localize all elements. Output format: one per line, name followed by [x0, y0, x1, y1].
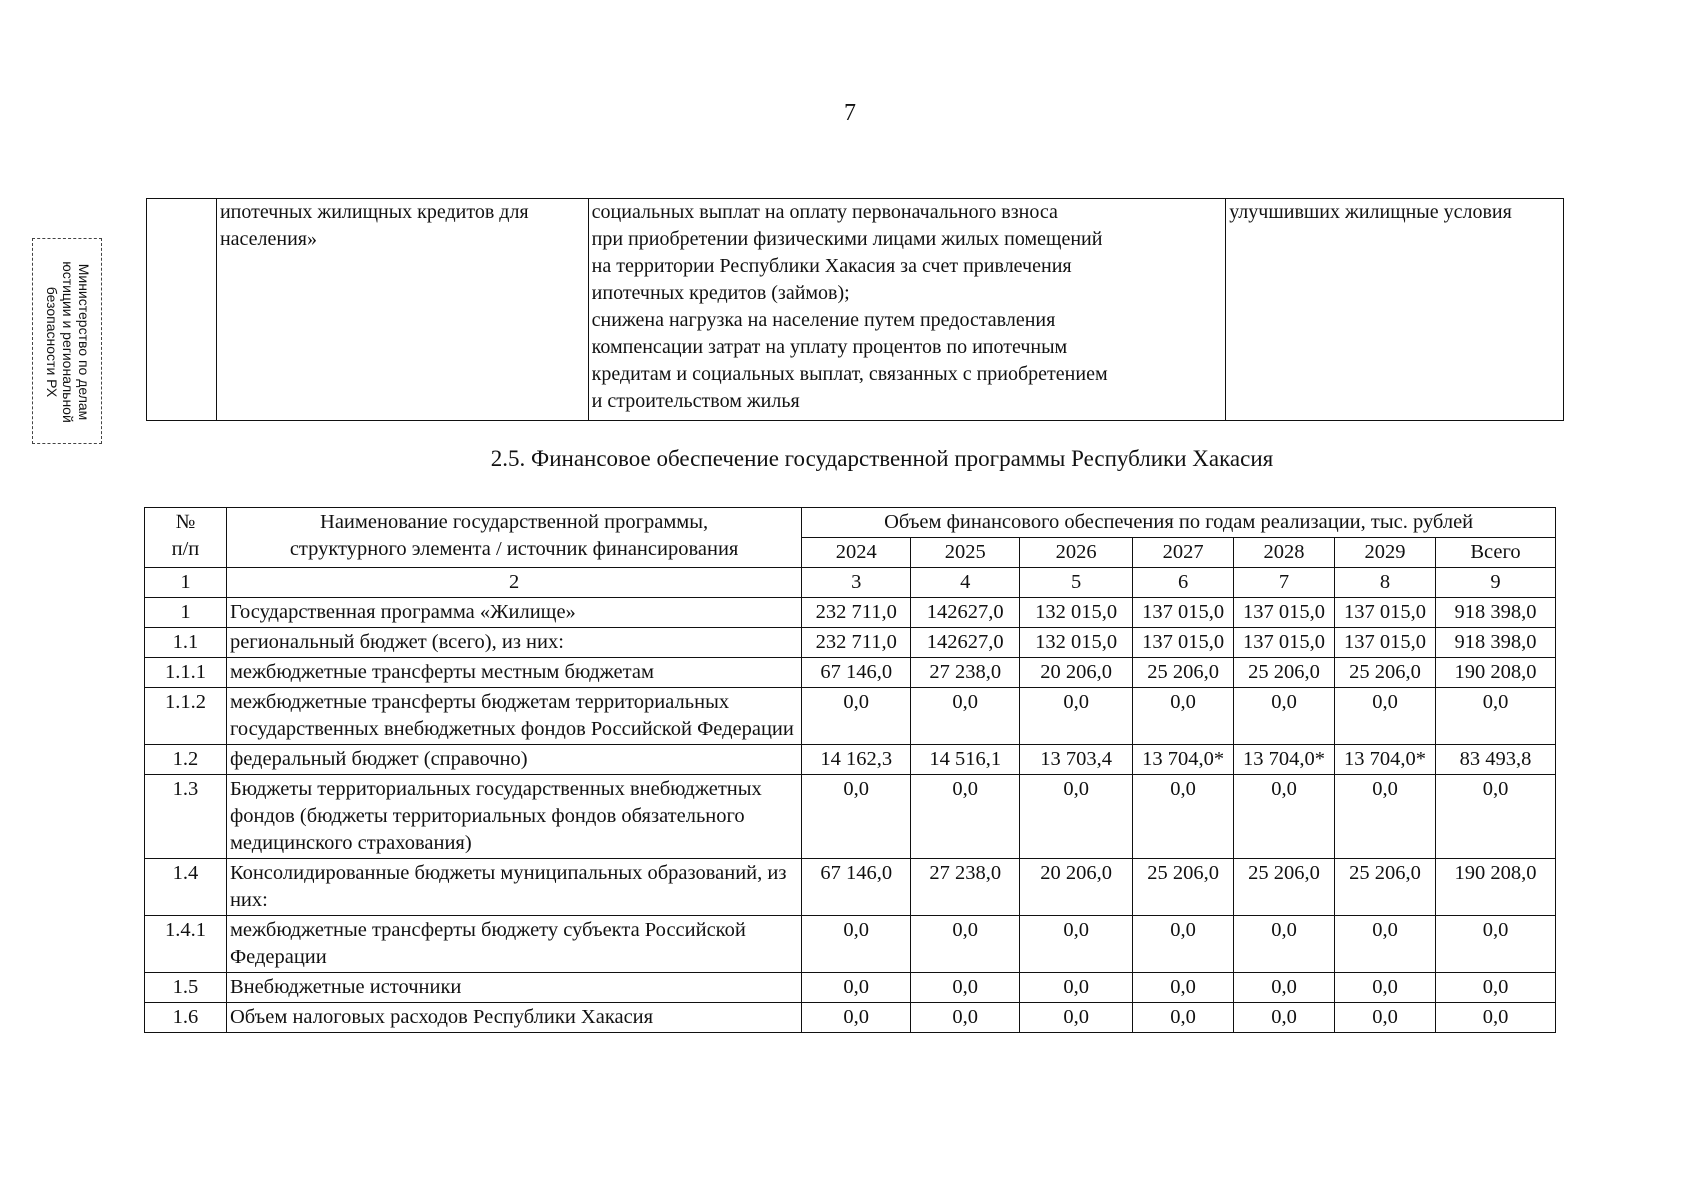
- header-name-line: Наименование государственной программы,: [320, 511, 709, 533]
- row-year-value: 0,0: [1133, 916, 1234, 973]
- table-row: [145, 1003, 1556, 1033]
- row-name: Консолидированные бюджеты муниципальных образований, из них:: [226, 859, 801, 916]
- row-year-value: 13 704,0*: [1234, 745, 1335, 775]
- row-total-value: 190 208,0: [1436, 658, 1556, 688]
- row-year-value: 137 015,0: [1133, 628, 1234, 658]
- row-year-value: 14 162,3: [802, 745, 911, 775]
- row-year-value: 137 015,0: [1335, 598, 1436, 628]
- continuation-cell-name: [216, 199, 588, 421]
- row-year-value: 0,0: [1335, 973, 1436, 1003]
- column-index: 5: [1020, 568, 1133, 598]
- row-year-value: 137 015,0: [1234, 598, 1335, 628]
- text-line: компенсации затрат на уплату процентов по ипотечным: [591, 336, 1068, 358]
- header-year: 2025: [911, 538, 1020, 568]
- row-year-value: 14 516,1: [911, 745, 1020, 775]
- row-year-value: 0,0: [802, 688, 911, 745]
- row-year-value: 0,0: [1020, 688, 1133, 745]
- continuation-row: [147, 199, 1564, 421]
- row-year-value: 0,0: [802, 775, 911, 859]
- row-number: 1.1.2: [145, 688, 227, 745]
- row-name: Бюджеты территориальных государственных внебюджетных фондов (бюджеты территориальных фондов обязательного медицинского страхования): [226, 775, 801, 859]
- column-index: 6: [1133, 568, 1234, 598]
- column-index: 8: [1335, 568, 1436, 598]
- header-total: Всего: [1436, 538, 1556, 568]
- table-row: [145, 973, 1556, 1003]
- row-year-value: 0,0: [1133, 688, 1234, 745]
- row-number: 1.1: [145, 628, 227, 658]
- row-year-value: 25 206,0: [1335, 859, 1436, 916]
- header-year: 2024: [802, 538, 911, 568]
- row-year-value: 0,0: [1020, 1003, 1133, 1033]
- header-number: [145, 508, 227, 568]
- row-name: федеральный бюджет (справочно): [226, 745, 801, 775]
- text-line: социальных выплат на оплату первоначального взноса: [591, 201, 1058, 223]
- text-line: населения»: [219, 228, 317, 250]
- row-name: межбюджетные трансферты местным бюджетам: [226, 658, 801, 688]
- row-year-value: 0,0: [911, 1003, 1020, 1033]
- row-year-value: 27 238,0: [911, 658, 1020, 688]
- row-year-value: 0,0: [802, 916, 911, 973]
- column-index: 9: [1436, 568, 1556, 598]
- row-year-value: 25 206,0: [1234, 859, 1335, 916]
- page-number: 7: [844, 100, 856, 126]
- text-line: ипотечных жилищных кредитов для: [219, 201, 529, 223]
- row-year-value: 132 015,0: [1020, 598, 1133, 628]
- row-year-value: 67 146,0: [802, 859, 911, 916]
- row-year-value: 0,0: [1234, 1003, 1335, 1033]
- row-name: Государственная программа «Жилище»: [226, 598, 801, 628]
- row-year-value: 25 206,0: [1335, 658, 1436, 688]
- row-year-value: 0,0: [1133, 775, 1234, 859]
- row-number: 1.2: [145, 745, 227, 775]
- text-line: кредитам и социальных выплат, связанных с приобретением: [591, 363, 1108, 385]
- header-name: [226, 508, 801, 568]
- row-name: региональный бюджет (всего), из них:: [226, 628, 801, 658]
- row-year-value: 0,0: [1133, 1003, 1234, 1033]
- table-row: [145, 745, 1556, 775]
- row-year-value: 142627,0: [911, 628, 1020, 658]
- table-row: [145, 916, 1556, 973]
- table-row: [145, 775, 1556, 859]
- text-line: на территории Республики Хакасия за счет привлечения: [591, 255, 1072, 277]
- row-year-value: 0,0: [802, 1003, 911, 1033]
- row-year-value: 13 704,0*: [1133, 745, 1234, 775]
- row-number: 1.6: [145, 1003, 227, 1033]
- text-line: при приобретении физическими лицами жилых помещений: [591, 228, 1103, 250]
- header-number-line: №: [175, 511, 196, 533]
- stamp-line: Министерство по делам: [76, 263, 92, 421]
- row-total-value: 918 398,0: [1436, 628, 1556, 658]
- header-year: 2026: [1020, 538, 1133, 568]
- text-line: и строительством жилья: [591, 390, 800, 412]
- row-name: межбюджетные трансферты бюджетам территориальных государственных внебюджетных фондов Российской Федерации: [226, 688, 801, 745]
- row-year-value: 0,0: [911, 775, 1020, 859]
- row-year-value: 137 015,0: [1133, 598, 1234, 628]
- row-year-value: 0,0: [911, 973, 1020, 1003]
- row-total-value: 0,0: [1436, 688, 1556, 745]
- row-year-value: 13 704,0*: [1335, 745, 1436, 775]
- financing-table: [144, 507, 1556, 1033]
- column-index: 2: [226, 568, 801, 598]
- table-row: [145, 658, 1556, 688]
- row-name: Внебюджетные источники: [226, 973, 801, 1003]
- column-index: 1: [145, 568, 227, 598]
- header-volume: Объем финансового обеспечения по годам реализации, тыс. рублей: [802, 508, 1556, 538]
- text-line: снижена нагрузка на население путем предоставления: [591, 309, 1056, 331]
- continuation-cell-number: [147, 199, 217, 421]
- continuation-cell-indicator: улучшивших жилищные условия: [1226, 199, 1564, 421]
- row-year-value: 20 206,0: [1020, 658, 1133, 688]
- row-year-value: 0,0: [911, 688, 1020, 745]
- row-year-value: 132 015,0: [1020, 628, 1133, 658]
- row-total-value: 0,0: [1436, 1003, 1556, 1033]
- row-year-value: 0,0: [911, 916, 1020, 973]
- column-index: 7: [1234, 568, 1335, 598]
- row-year-value: 0,0: [1133, 973, 1234, 1003]
- row-year-value: 137 015,0: [1234, 628, 1335, 658]
- row-year-value: 137 015,0: [1335, 628, 1436, 658]
- row-year-value: 0,0: [1020, 973, 1133, 1003]
- row-year-value: 0,0: [1335, 916, 1436, 973]
- row-year-value: 0,0: [1234, 973, 1335, 1003]
- stamp-line: юстиции и региональной: [60, 261, 76, 423]
- row-year-value: 0,0: [1335, 1003, 1436, 1033]
- table-row: [145, 688, 1556, 745]
- continuation-cell-results: [588, 199, 1226, 421]
- row-year-value: 25 206,0: [1133, 859, 1234, 916]
- table-row: [145, 628, 1556, 658]
- row-number: 1.4.1: [145, 916, 227, 973]
- row-number: 1: [145, 598, 227, 628]
- text-line: ипотечных кредитов (займов);: [591, 282, 850, 304]
- stamp-line: безопасности РХ: [44, 286, 60, 398]
- row-number: 1.3: [145, 775, 227, 859]
- header-row: [145, 508, 1556, 538]
- row-name: межбюджетные трансферты бюджету субъекта Российской Федерации: [226, 916, 801, 973]
- column-index: 4: [911, 568, 1020, 598]
- row-year-value: 232 711,0: [802, 628, 911, 658]
- section-title: 2.5. Финансовое обеспечение государственной программы Республики Хакасия: [490, 446, 1274, 471]
- row-year-value: 20 206,0: [1020, 859, 1133, 916]
- row-year-value: 0,0: [802, 973, 911, 1003]
- row-total-value: 0,0: [1436, 973, 1556, 1003]
- stamp-text: [33, 239, 103, 445]
- row-year-value: 142627,0: [911, 598, 1020, 628]
- row-year-value: 0,0: [1020, 775, 1133, 859]
- column-index-row: [145, 568, 1556, 598]
- row-year-value: 25 206,0: [1133, 658, 1234, 688]
- row-year-value: 27 238,0: [911, 859, 1020, 916]
- row-year-value: 0,0: [1020, 916, 1133, 973]
- continuation-table: [146, 198, 1564, 421]
- row-year-value: 0,0: [1335, 688, 1436, 745]
- header-number-line: п/п: [171, 538, 200, 560]
- row-total-value: 83 493,8: [1436, 745, 1556, 775]
- row-total-value: 918 398,0: [1436, 598, 1556, 628]
- header-year: 2029: [1335, 538, 1436, 568]
- row-number: 1.5: [145, 973, 227, 1003]
- row-name: Объем налоговых расходов Республики Хакасия: [226, 1003, 801, 1033]
- header-year: 2028: [1234, 538, 1335, 568]
- table-row: [145, 859, 1556, 916]
- row-year-value: 0,0: [1335, 775, 1436, 859]
- row-year-value: 0,0: [1234, 775, 1335, 859]
- row-number: 1.1.1: [145, 658, 227, 688]
- registration-stamp: [32, 238, 102, 444]
- row-total-value: 190 208,0: [1436, 859, 1556, 916]
- row-number: 1.4: [145, 859, 227, 916]
- header-year: 2027: [1133, 538, 1234, 568]
- column-index: 3: [802, 568, 911, 598]
- row-year-value: 0,0: [1234, 916, 1335, 973]
- row-total-value: 0,0: [1436, 916, 1556, 973]
- row-year-value: 25 206,0: [1234, 658, 1335, 688]
- row-year-value: 232 711,0: [802, 598, 911, 628]
- row-year-value: 67 146,0: [802, 658, 911, 688]
- row-year-value: 13 703,4: [1020, 745, 1133, 775]
- table-row: [145, 598, 1556, 628]
- row-total-value: 0,0: [1436, 775, 1556, 859]
- row-year-value: 0,0: [1234, 688, 1335, 745]
- header-name-line: структурного элемента / источник финансирования: [289, 538, 739, 560]
